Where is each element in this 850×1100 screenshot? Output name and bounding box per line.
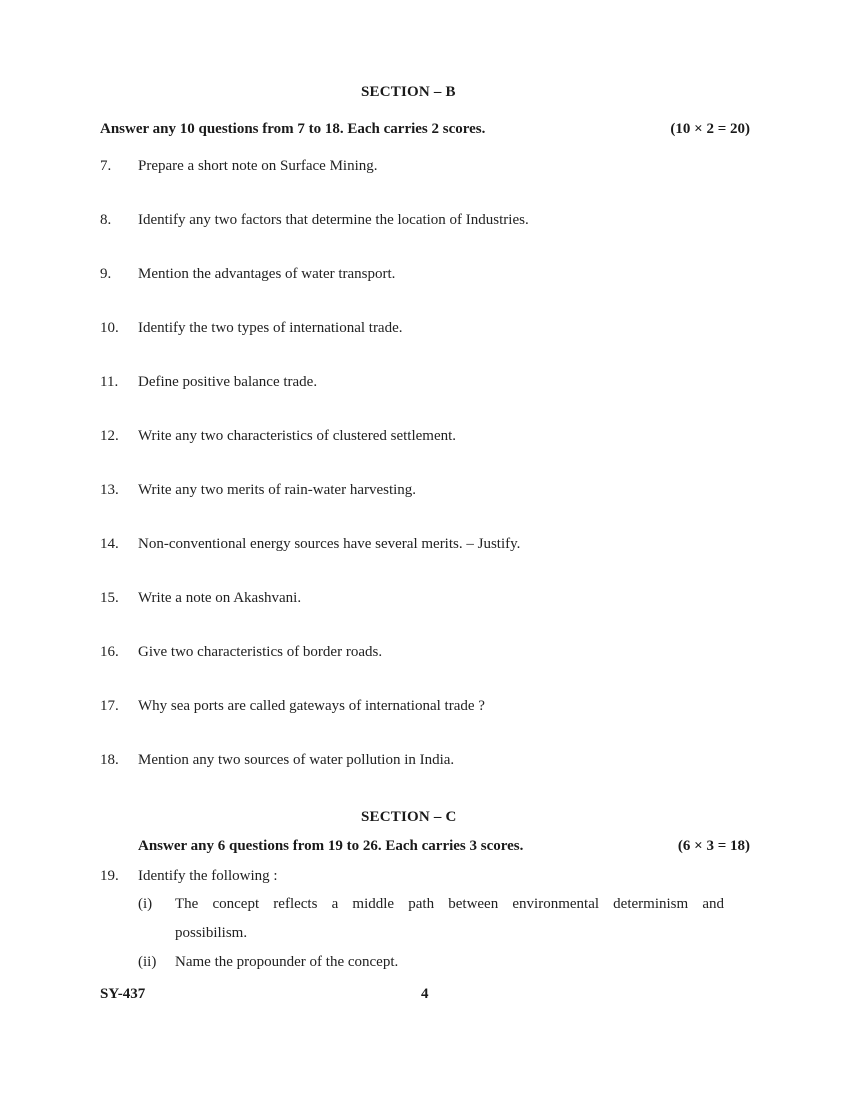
question-number: 18. [100, 752, 119, 768]
question-number: 15. [100, 590, 119, 606]
question-text: Why sea ports are called gateways of international trade ? [138, 698, 485, 714]
question-number: 19. [100, 868, 119, 884]
question-number: 8. [100, 212, 112, 228]
question-text: Mention any two sources of water pollution in India. [138, 752, 455, 768]
section-c-marks: (6 × 3 = 18) [677, 838, 750, 854]
question-number: 10. [100, 320, 119, 336]
question-text: Non-conventional energy sources have several merits. – Justify. [138, 536, 521, 552]
question-number: 11. [100, 374, 119, 390]
question-text: Prepare a short note on Surface Mining. [138, 158, 378, 174]
section-b-marks: (10 × 2 = 20) [670, 121, 750, 137]
question-number: 12. [100, 428, 119, 444]
question-text: Mention the advantages of water transport. [138, 266, 396, 282]
section-b-heading: SECTION – B [361, 84, 456, 100]
question-number: 14. [100, 536, 119, 552]
question-number: 7. [100, 158, 112, 174]
question-text: Identify the following : [138, 868, 278, 884]
question-text: Identify any two factors that determine the location of Industries. [138, 212, 529, 228]
sub-question-number: (ii) [138, 954, 157, 970]
question-number: 9. [100, 266, 112, 282]
section-b-instruction: Answer any 10 questions from 7 to 18. Each carries 2 scores. [100, 121, 486, 137]
sub-question-text-continued: possibilism. [175, 925, 248, 941]
paper-code: SY-437 [100, 986, 146, 1002]
question-text: Give two characteristics of border roads. [138, 644, 383, 660]
question-text: Write a note on Akashvani. [138, 590, 302, 606]
question-number: 17. [100, 698, 119, 714]
sub-question-number: (i) [138, 896, 153, 912]
question-text: Identify the two types of international trade. [138, 320, 403, 336]
question-text: Write any two characteristics of clustered settlement. [138, 428, 457, 444]
page-number: 4 [421, 986, 429, 1002]
section-c-heading: SECTION – C [361, 809, 457, 825]
question-number: 13. [100, 482, 119, 498]
sub-question-text: Name the propounder of the concept. [175, 954, 399, 970]
section-c-instruction: Answer any 6 questions from 19 to 26. Each carries 3 scores. [138, 838, 524, 854]
question-number: 16. [100, 644, 119, 660]
question-text: Write any two merits of rain-water harvesting. [138, 482, 417, 498]
sub-question-text: The concept reflects a middle path between environmental determinism and [175, 896, 724, 912]
question-text: Define positive balance trade. [138, 374, 318, 390]
